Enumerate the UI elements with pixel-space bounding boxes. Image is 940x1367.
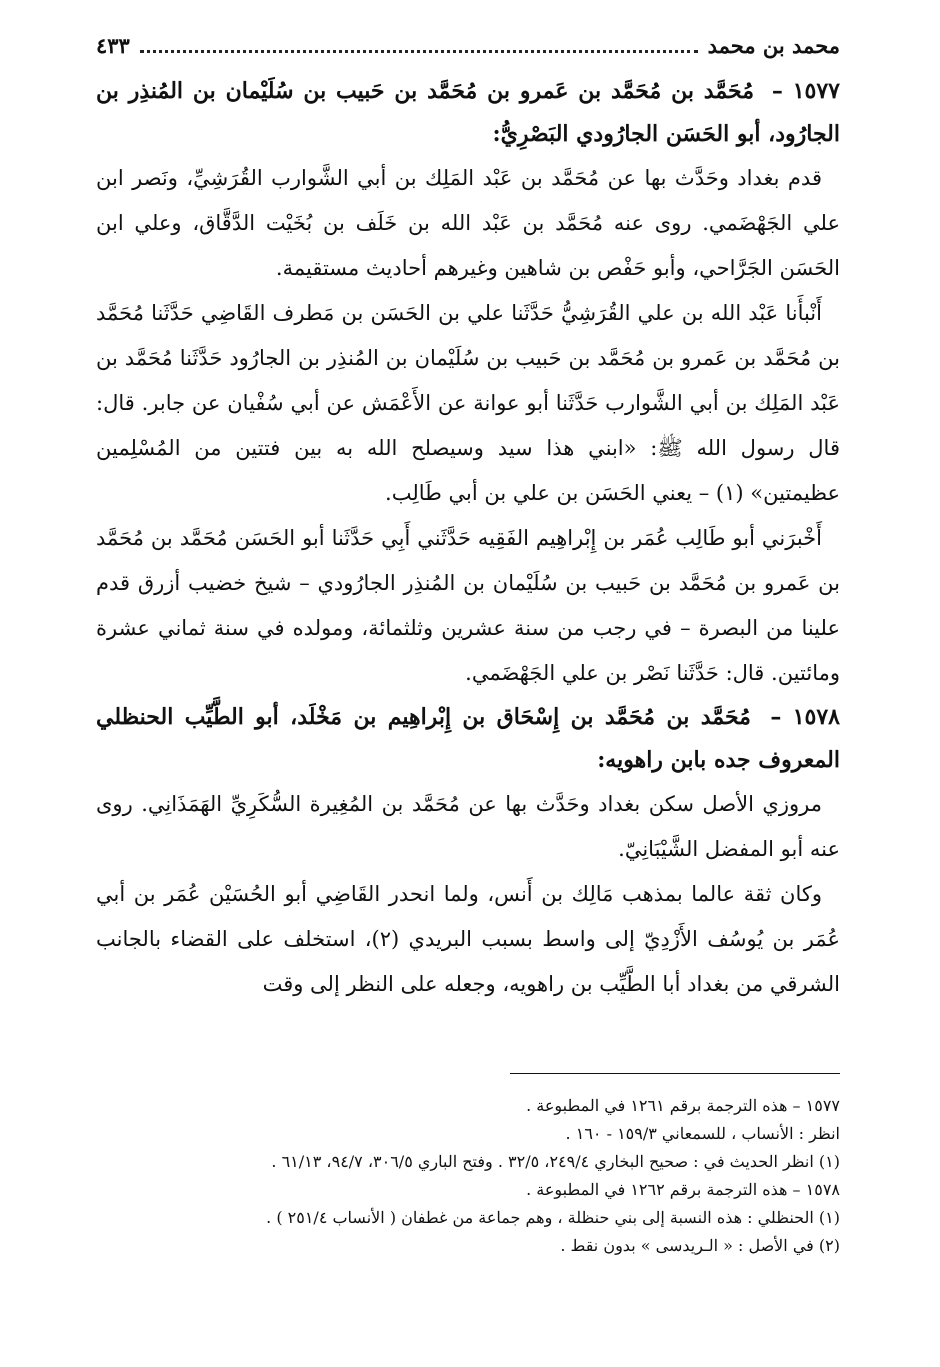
leader-dots xyxy=(140,50,698,53)
page-number: ٤٣٣ xyxy=(96,32,130,58)
entry-title: مُحَمَّد بن مُحَمَّد بن إِسْحَاق بن إِبْراهِيم بن مَخْلَد، أبو الطَّيِّب الحنظلي المعروف جده بابن راهويه: xyxy=(96,704,840,773)
entry-number: ١٥٧٧ – xyxy=(771,78,840,104)
running-head-title: محمد بن محمد xyxy=(707,32,840,58)
footnote-rule xyxy=(510,1073,840,1074)
footnote: انظر : الأنساب ، للسمعاني ١٥٩/٣ - ١٦٠ . xyxy=(565,1124,840,1143)
footnote: (١) الحنظلي : هذه النسبة إلى بني حنظلة ، وهم جماعة من غطفان ( الأنساب ٢٥١/٤ ) . xyxy=(266,1208,840,1227)
paragraph: قدم بغداد وحَدَّث بها عن مُحَمَّد بن عَبْد المَلِك بن أبي الشَّوارب القُرَشِيِّ، ونَصر ابن علي الجَهْضَمي. روى عنه مُحَمَّد بن عَبْد الله بن خَلَف بن بُخَيْت الدَّقَّاق، وعلي ابن الحَسَن الجَرَّاحي، وأبو حَفْص بن شاهين وغيرهم أحاديث مستقيمة. xyxy=(96,166,840,280)
footnote: (١) انظر الحديث في : صحيح البخاري ٢٤٩/٤، ٣٢/٥ . وفتح الباري ٣٠٦/٥، ٩٤/٧، ٦١/١٣ . xyxy=(271,1152,840,1171)
running-head xyxy=(96,28,840,62)
footnote: ١٥٧٨ – هذه الترجمة برقم ١٢٦٢ في المطبوعة . xyxy=(526,1180,840,1199)
paragraph: أَنْبأَنا عَبْد الله بن علي القُرَشِيُّ حَدَّثَنا علي بن الحَسَن بن مَطرف القَاضِي حَدَّثَنا مُحَمَّد بن مُحَمَّد بن عَمرو بن مُحَمَّد بن حَبيب بن سُلَيْمان بن المُنذِر بن الجارُود حَدَّثَنا مُحَمَّد بن عَبْد المَلِك بن أبي الشَّوارب حَدَّثَنا أبو عوانة عن الأَعْمَش عن أبي سُفْيان عن جابر. قال: قال رسول الله ﷺ: «ابني هذا سيد وسيصلح الله به بين فتتين من المُسْلِمين عظيمتين» (١) – يعني الحَسَن بن علي بن أبي طَالِب. xyxy=(96,301,840,505)
entry-heading xyxy=(96,70,840,156)
entry-title: مُحَمَّد بن مُحَمَّد بن عَمرو بن مُحَمَّد بن حَبيب بن سُلَيْمان بن المُنذِر بن الجارُود، أبو الحَسَن الجارُودي البَصْرِيُّ: xyxy=(96,78,840,147)
paragraph: مروزي الأصل سكن بغداد وحَدَّث بها عن مُحَمَّد بن المُغِيرة السُّكَرِيِّ الهَمَذَانِي. روى عنه أبو المفضل الشَّيْبَانِيّ. xyxy=(96,792,840,861)
paragraph: أَخْبرَني أبو طَالِب عُمَر بن إِبْراهِيم الفَقِيه حَدَّثَني أَبِي حَدَّثَنا أبو الحَسَن مُحَمَّد بن مُحَمَّد بن عَمرو بن مُحَمَّد بن حَبيب بن سُلَيْمان بن المُنذِر الجارُودي – شيخ خضيب أزرق قدم علينا من البصرة – في رجب من سنة عشرين وثلثمائة، ومولده في سنة ثماني عشرة ومائتين. قال: حَدَّثَنا نَصْر بن علي الجَهْضَمي. xyxy=(96,526,840,685)
entry-number: ١٥٧٨ – xyxy=(770,704,840,730)
entry-heading xyxy=(96,696,840,782)
paragraph: وكان ثقة عالما بمذهب مَالِك بن أَنس، ولما انحدر القَاضِي أبو الحُسَيْن عُمَر بن أبي عُمَر بن يُوسُف الأَزْدِيّ إلى واسط بسبب البريدي (٢)، استخلف على القضاء بالجانب الشرقي من بغداد أبا الطَّيِّب بن راهويه، وجعله على النظر إلى وقت xyxy=(96,882,840,996)
footnotes xyxy=(96,1092,840,1260)
footnote: (٢) في الأصل : « الـريدسى » بدون نقط . xyxy=(560,1236,840,1255)
footnote: ١٥٧٧ – هذه الترجمة برقم ١٢٦١ في المطبوعة . xyxy=(526,1096,840,1115)
main-text xyxy=(96,70,840,1007)
